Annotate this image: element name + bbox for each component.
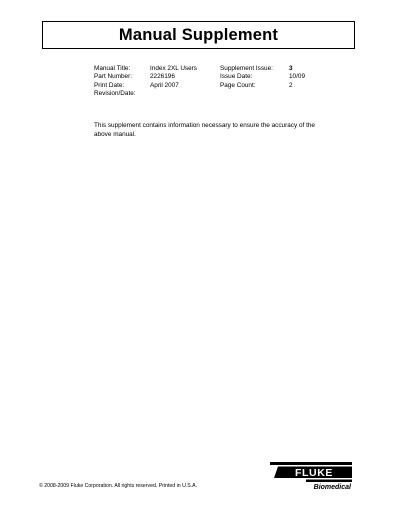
- copyright-notice: © 2008-2009 Fluke Corporation. All rights reserved. Printed in U.S.A.: [39, 483, 198, 489]
- revision-date-value: [150, 90, 197, 98]
- part-number-label: Part Number:: [94, 73, 133, 81]
- manual-title-value: Index 2XL Users: [150, 65, 198, 72]
- supplement-statement: This supplement contains information necessary to ensure the accuracy of the above manual.: [94, 122, 315, 138]
- print-date-label: Print Date:: [94, 81, 125, 89]
- page-count-value: 2: [289, 81, 293, 89]
- metadata-values-left: [150, 65, 197, 99]
- metadata-values-right: [289, 65, 305, 90]
- page-count-label: Page Count:: [220, 81, 256, 89]
- supplement-issue-label: Supplement Issue:: [220, 65, 273, 72]
- fluke-biomedical-logo: [268, 462, 352, 490]
- logo-division-text: Biomedical: [313, 484, 351, 490]
- revision-date-label: Revision/Date:: [94, 90, 136, 98]
- page-title: Manual Supplement: [118, 25, 279, 44]
- metadata-labels-right: [220, 65, 273, 90]
- issue-date-value: 10/09: [289, 73, 305, 81]
- part-number-value: 2226196: [150, 73, 175, 81]
- logo-top-stripe: [270, 462, 352, 465]
- issue-date-label: Issue Date:: [220, 73, 253, 81]
- supplement-issue-value: 3: [289, 65, 293, 72]
- logo-division-bar: [306, 480, 352, 483]
- metadata-labels-left: [94, 65, 136, 99]
- title-box: [42, 21, 355, 49]
- manual-title-label: Manual Title:: [94, 65, 131, 72]
- logo-brand-text: FLUKE: [295, 467, 333, 480]
- print-date-value: April 2007: [150, 81, 179, 89]
